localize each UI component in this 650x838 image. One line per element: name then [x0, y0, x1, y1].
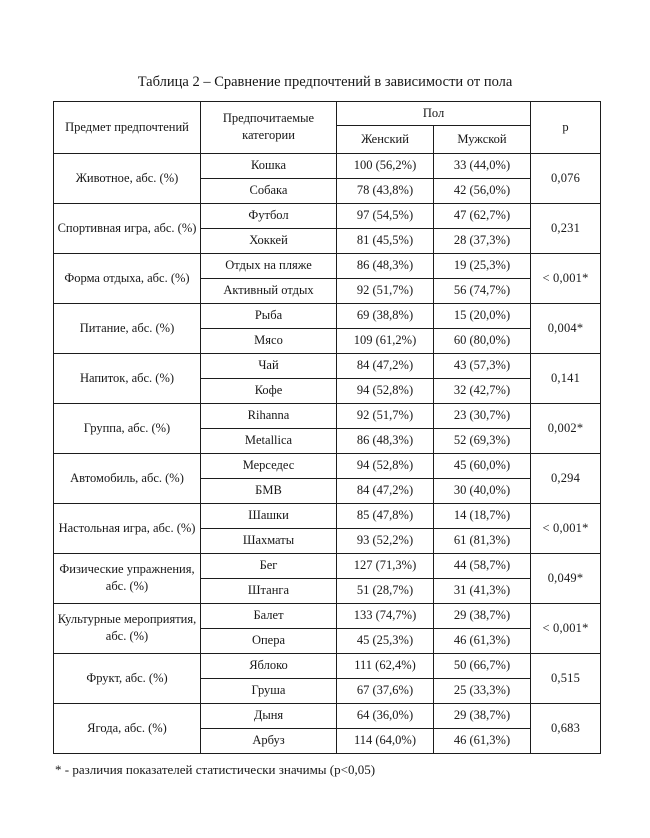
male-value-cell: 46 (61,3%): [434, 628, 531, 653]
table-row: [54, 303, 601, 328]
category-cell: Балет: [201, 603, 337, 628]
category-cell: Metallica: [201, 428, 337, 453]
female-value-cell: 109 (61,2%): [337, 328, 434, 353]
male-value-cell: 47 (62,7%): [434, 203, 531, 228]
p-value-cell: 0,294: [531, 453, 601, 503]
subject-cell: Группа, абс. (%): [54, 403, 201, 453]
male-value-cell: 19 (25,3%): [434, 253, 531, 278]
p-value-cell: 0,141: [531, 353, 601, 403]
female-value-cell: 81 (45,5%): [337, 228, 434, 253]
table-body: [54, 153, 601, 753]
category-cell: Отдых на пляже: [201, 253, 337, 278]
male-value-cell: 14 (18,7%): [434, 503, 531, 528]
female-value-cell: 69 (38,8%): [337, 303, 434, 328]
female-value-cell: 97 (54,5%): [337, 203, 434, 228]
category-cell: Кофе: [201, 378, 337, 403]
male-value-cell: 32 (42,7%): [434, 378, 531, 403]
female-value-cell: 64 (36,0%): [337, 703, 434, 728]
male-value-cell: 56 (74,7%): [434, 278, 531, 303]
female-value-cell: 94 (52,8%): [337, 453, 434, 478]
female-value-cell: 86 (48,3%): [337, 253, 434, 278]
category-cell: Опера: [201, 628, 337, 653]
female-value-cell: 78 (43,8%): [337, 178, 434, 203]
male-value-cell: 46 (61,3%): [434, 728, 531, 753]
table-row: [54, 153, 601, 178]
female-value-cell: 84 (47,2%): [337, 478, 434, 503]
p-value-cell: 0,683: [531, 703, 601, 753]
subject-cell: Физические упражнения, абс. (%): [54, 553, 201, 603]
category-cell: Мерседес: [201, 453, 337, 478]
table-caption: Таблица 2 – Сравнение предпочтений в зависимости от пола: [137, 74, 513, 90]
male-value-cell: 15 (20,0%): [434, 303, 531, 328]
subject-cell: Животное, абс. (%): [54, 153, 201, 203]
category-cell: Футбол: [201, 203, 337, 228]
p-value-cell: 0,049*: [531, 553, 601, 603]
col-header-categories: Предпочитаемые категории: [201, 101, 337, 153]
category-cell: Собака: [201, 178, 337, 203]
male-value-cell: 42 (56,0%): [434, 178, 531, 203]
p-value-cell: < 0,001*: [531, 253, 601, 303]
subject-cell: Ягода, абс. (%): [54, 703, 201, 753]
table-row: [54, 703, 601, 728]
table-row: [54, 503, 601, 528]
table-row: [54, 203, 601, 228]
female-value-cell: 92 (51,7%): [337, 278, 434, 303]
table-row: [54, 653, 601, 678]
female-value-cell: 94 (52,8%): [337, 378, 434, 403]
header-row-1: [54, 101, 601, 125]
p-value-cell: 0,004*: [531, 303, 601, 353]
male-value-cell: 44 (58,7%): [434, 553, 531, 578]
p-value-cell: 0,515: [531, 653, 601, 703]
male-value-cell: 25 (33,3%): [434, 678, 531, 703]
significance-footnote: * - различия показателей статистически значимы (p<0,05): [55, 761, 376, 777]
subject-cell: Культурные мероприятия, абс. (%): [54, 603, 201, 653]
subject-cell: Напиток, абс. (%): [54, 353, 201, 403]
table-row: [54, 453, 601, 478]
male-value-cell: 28 (37,3%): [434, 228, 531, 253]
male-value-cell: 50 (66,7%): [434, 653, 531, 678]
category-cell: Кошка: [201, 153, 337, 178]
table-row: [54, 403, 601, 428]
female-value-cell: 100 (56,2%): [337, 153, 434, 178]
category-cell: Активный отдых: [201, 278, 337, 303]
table-row: [54, 353, 601, 378]
category-cell: Rihanna: [201, 403, 337, 428]
male-value-cell: 31 (41,3%): [434, 578, 531, 603]
p-value-cell: 0,002*: [531, 403, 601, 453]
category-cell: БМВ: [201, 478, 337, 503]
male-value-cell: 60 (80,0%): [434, 328, 531, 353]
subject-cell: Фрукт, абс. (%): [54, 653, 201, 703]
male-value-cell: 29 (38,7%): [434, 603, 531, 628]
p-value-cell: 0,231: [531, 203, 601, 253]
col-header-male: Мужской: [434, 125, 531, 153]
category-cell: Шахматы: [201, 528, 337, 553]
male-value-cell: 33 (44,0%): [434, 153, 531, 178]
category-cell: Хоккей: [201, 228, 337, 253]
table-row: [54, 253, 601, 278]
category-cell: Шашки: [201, 503, 337, 528]
subject-cell: Форма отдыха, абс. (%): [54, 253, 201, 303]
female-value-cell: 51 (28,7%): [337, 578, 434, 603]
male-value-cell: 30 (40,0%): [434, 478, 531, 503]
table-row: [54, 603, 601, 628]
male-value-cell: 43 (57,3%): [434, 353, 531, 378]
p-value-cell: < 0,001*: [531, 503, 601, 553]
table-header: [54, 101, 601, 153]
subject-cell: Питание, абс. (%): [54, 303, 201, 353]
p-value-cell: 0,076: [531, 153, 601, 203]
table-row: [54, 553, 601, 578]
male-value-cell: 29 (38,7%): [434, 703, 531, 728]
category-cell: Яблоко: [201, 653, 337, 678]
col-header-p: p: [531, 101, 601, 153]
female-value-cell: 114 (64,0%): [337, 728, 434, 753]
male-value-cell: 45 (60,0%): [434, 453, 531, 478]
male-value-cell: 61 (81,3%): [434, 528, 531, 553]
male-value-cell: 52 (69,3%): [434, 428, 531, 453]
subject-cell: Спортивная игра, абс. (%): [54, 203, 201, 253]
female-value-cell: 111 (62,4%): [337, 653, 434, 678]
female-value-cell: 133 (74,7%): [337, 603, 434, 628]
category-cell: Бег: [201, 553, 337, 578]
female-value-cell: 86 (48,3%): [337, 428, 434, 453]
subject-cell: Настольная игра, абс. (%): [54, 503, 201, 553]
col-header-gender: Пол: [337, 101, 531, 125]
comparison-table: [53, 101, 601, 754]
female-value-cell: 84 (47,2%): [337, 353, 434, 378]
category-cell: Мясо: [201, 328, 337, 353]
col-header-female: Женский: [337, 125, 434, 153]
subject-cell: Автомобиль, абс. (%): [54, 453, 201, 503]
category-cell: Чай: [201, 353, 337, 378]
category-cell: Штанга: [201, 578, 337, 603]
col-header-subject: Предмет предпочтений: [54, 101, 201, 153]
p-value-cell: < 0,001*: [531, 603, 601, 653]
female-value-cell: 93 (52,2%): [337, 528, 434, 553]
category-cell: Арбуз: [201, 728, 337, 753]
female-value-cell: 67 (37,6%): [337, 678, 434, 703]
category-cell: Дыня: [201, 703, 337, 728]
male-value-cell: 23 (30,7%): [434, 403, 531, 428]
female-value-cell: 127 (71,3%): [337, 553, 434, 578]
female-value-cell: 85 (47,8%): [337, 503, 434, 528]
female-value-cell: 92 (51,7%): [337, 403, 434, 428]
category-cell: Рыба: [201, 303, 337, 328]
female-value-cell: 45 (25,3%): [337, 628, 434, 653]
category-cell: Груша: [201, 678, 337, 703]
